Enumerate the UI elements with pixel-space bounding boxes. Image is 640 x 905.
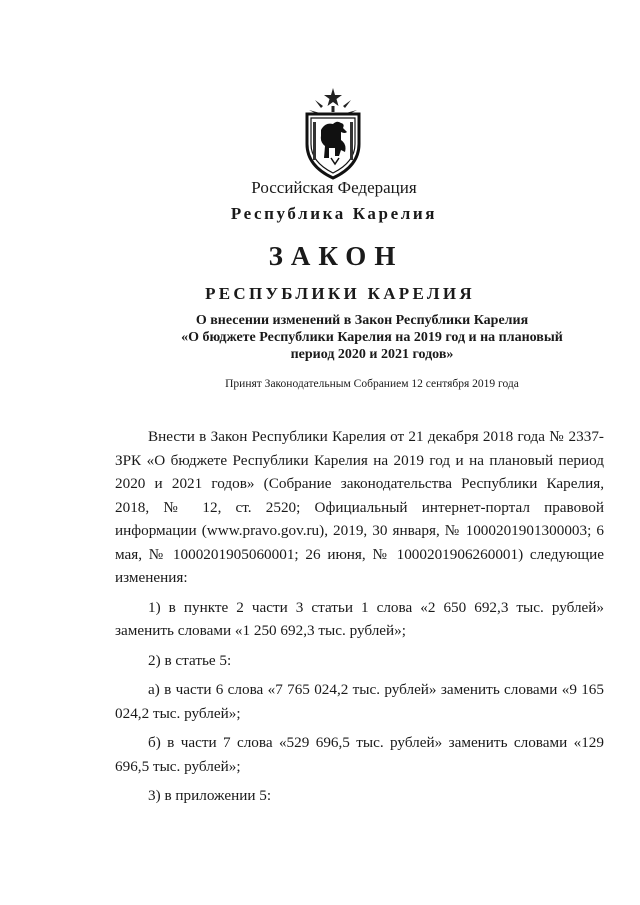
republic-name: Республика Карелия bbox=[230, 204, 438, 223]
amendment-subitem: б) в части 7 слова «529 696,5 тыс. рублей» заменить словами «129 696,5 тыс. рублей»; bbox=[115, 734, 604, 775]
law-title-line: О внесении изменений в Закон Республики Карелия bbox=[195, 313, 529, 328]
issuer-name: РЕСПУБЛИКИ КАРЕЛИЯ bbox=[205, 284, 475, 303]
adoption-note: Принят Законодательным Собранием 12 сентября 2019 года bbox=[225, 378, 519, 390]
law-title-line: «О бюджете Республики Карелия на 2019 год и на плановый bbox=[181, 330, 563, 345]
amendment-item: 3) в приложении 5: bbox=[148, 787, 272, 804]
karelia-coat-of-arms-icon bbox=[301, 86, 365, 180]
intro-paragraph: Внести в Закон Республики Карелия от 21 декабря 2018 года № 2337-ЗРК «О бюджете Республики Карелия на 2019 год и на плановый период 2020 и 2021 годов» (Собрание законодательства Республики Карелия, 2018, № 12, ст. 2520; Официальный интернет-портал правовой информации (www.pravo.gov.ru), 2019, 30 января, № 1000201901300003; 6 мая, № 1000201905060001; 26 июня, № 1000201906260001) следующие изменения: bbox=[115, 428, 604, 586]
amendment-subitem: а) в части 6 слова «7 765 024,2 тыс. рублей» заменить словами «9 165 024,2 тыс. рублей»; bbox=[115, 681, 604, 722]
law-body bbox=[115, 425, 604, 808]
amendment-item: 1) в пункте 2 части 3 статьи 1 слова «2 650 692,3 тыс. рублей» заменить словами «1 250 692,3 тыс. рублей»; bbox=[115, 598, 604, 639]
amendment-item: 2) в статье 5: bbox=[148, 651, 232, 669]
law-title-line: период 2020 и 2021 годов» bbox=[290, 347, 454, 362]
country-name: Российская Федерация bbox=[251, 178, 417, 197]
document-type: ЗАКОН bbox=[268, 241, 404, 271]
